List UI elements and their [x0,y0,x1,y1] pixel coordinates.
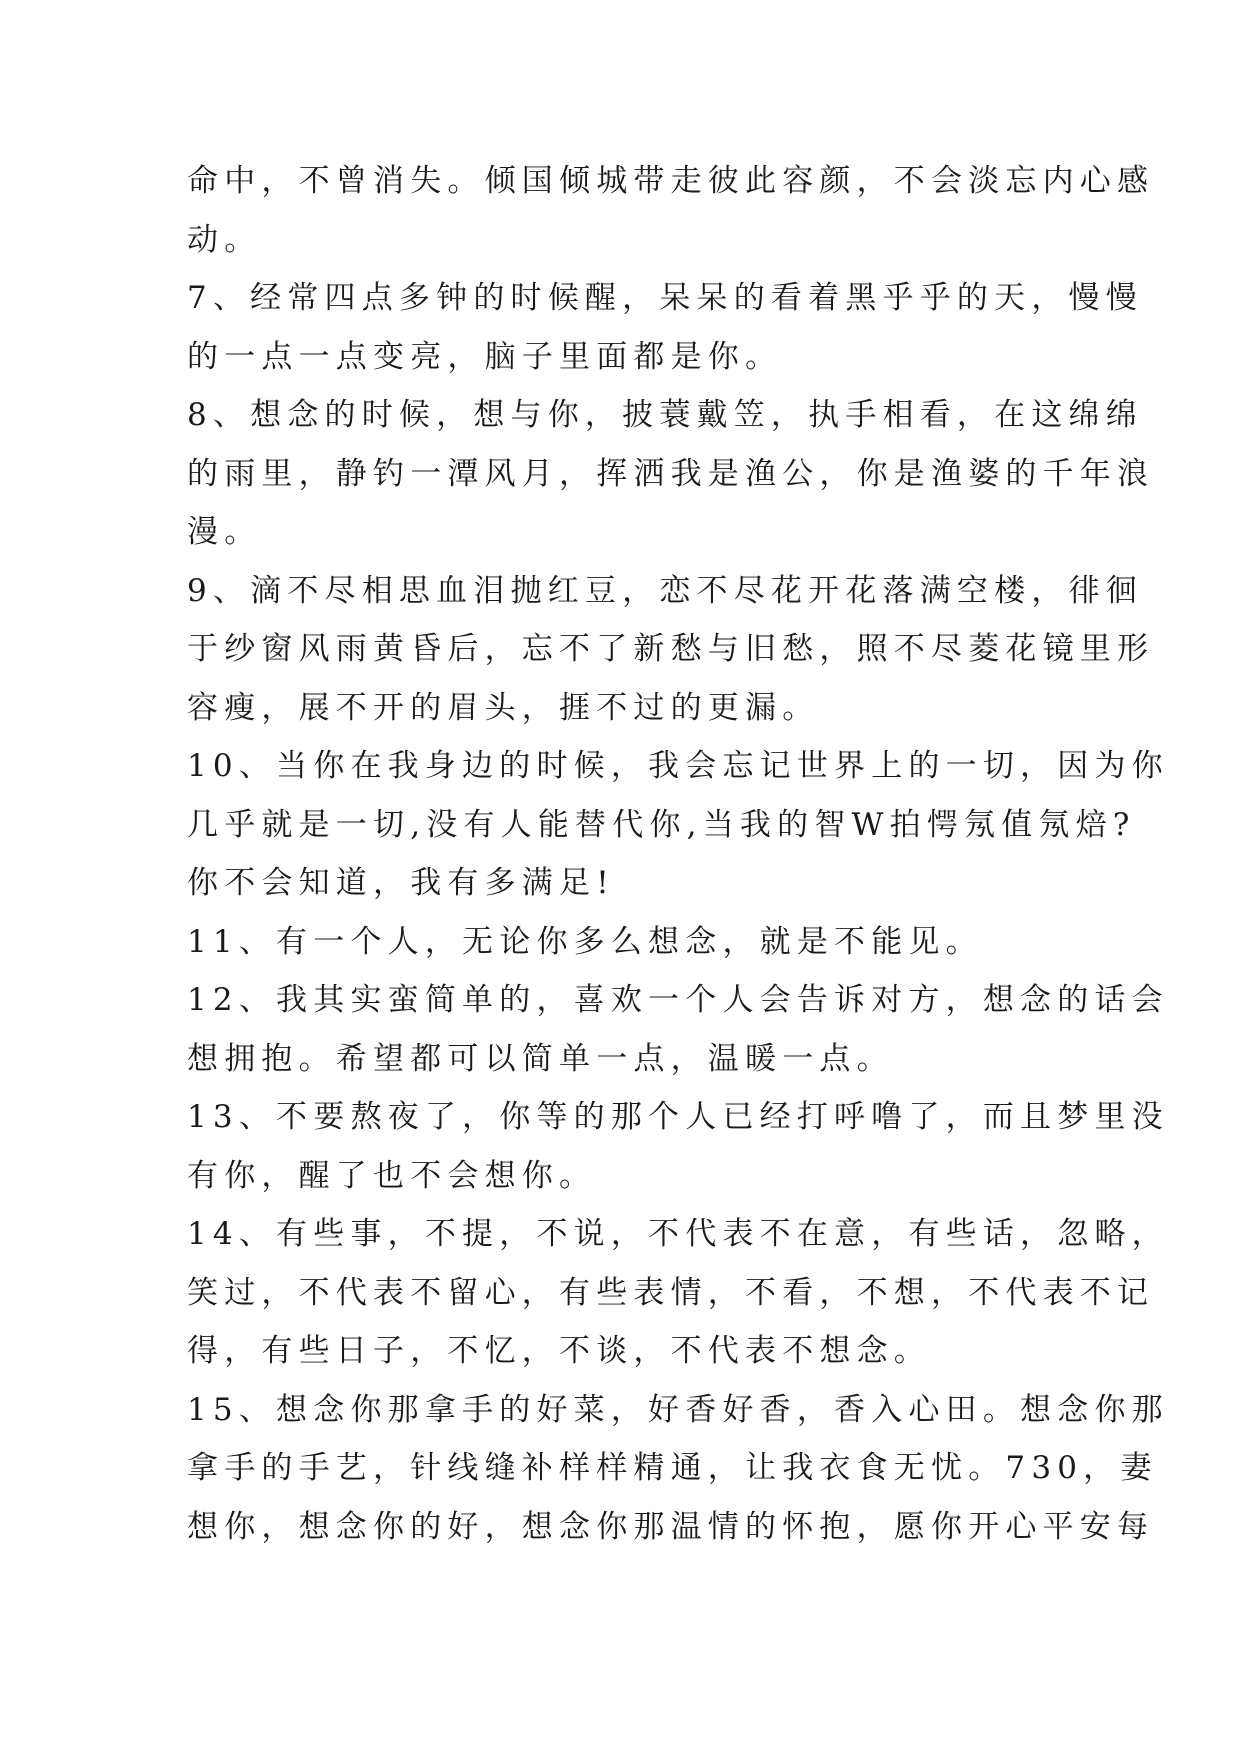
paragraph-item-12 [187,971,1169,1088]
text-line: 的一点一点变亮，脑子里面都是你。 [187,338,783,375]
paragraph-item-11 [187,913,1057,972]
paragraph-item-8 [187,386,1155,562]
text-line: 漫。 [187,514,262,550]
text-line: 12、我其实蛮简单的，喜欢一个人会告诉对方，想念的话会 [187,982,1169,1018]
text-line: 拿手的手艺，针线缝补样样精通，让我衣食无忧。730，妻 [187,1450,1158,1486]
paragraph-item-14 [187,1205,1169,1381]
text-line: 容瘦，展不开的眉头，捱不过的更漏。 [187,689,820,726]
text-line: 于纱窗风雨黄昏后，忘不了新愁与旧愁，照不尽菱花镜里形 [187,631,1155,667]
text-line: 10、当你在我身边的时候，我会忘记世界上的一切，因为你 [187,748,1169,784]
text-line: 想拥抱。希望都可以简单一点，温暖一点。 [187,1040,894,1077]
text-line: 的雨里，静钓一潭风月，挥洒我是渔公，你是渔婆的千年浪 [187,455,1155,492]
paragraph-item-9 [187,562,1155,738]
text-line: 命中，不曾消失。倾国倾城带走彼此容颜，不会淡忘内心感 [187,163,1155,199]
text-line: 8、想念的时候，想与你，披蓑戴笠，执手相看，在这绵绵 [187,397,1143,433]
text-line: 动。 [187,221,262,258]
text-line: 9、滴不尽相思血泪抛红豆，恋不尽花开花落满空楼，徘徊 [187,572,1143,609]
paragraph-item-13 [187,1088,1169,1205]
text-line: 笑过，不代表不留心，有些表情，不看，不想，不代表不记 [187,1274,1155,1311]
text-line: 有你，醒了也不会想你。 [187,1157,597,1194]
text-line: 14、有些事，不提，不说，不代表不在意，有些话，忽略， [187,1216,1169,1252]
paragraph-continuation [187,152,1155,269]
text-line: 几乎就是一切,没有人能替代你,当我的智W拍愕氖值氖焙? [187,806,1136,843]
text-line: 15、想念你那拿手的好菜，好香好香，香入心田。想念你那 [187,1391,1169,1428]
document-body [187,152,1169,1556]
text-line: 得，有些日子，不忆，不谈，不代表不想念。 [187,1333,931,1369]
text-line: 7、经常四点多钟的时候醒，呆呆的看着黑乎乎的天，慢慢 [187,280,1143,316]
paragraph-item-7 [187,269,1143,386]
paragraph-item-15 [187,1381,1169,1557]
text-line: 11、有一个人，无论你多么想念，就是不能见。 [187,923,983,960]
paragraph-item-10 [187,737,1169,913]
text-line: 你不会知道，我有多满足! [187,865,615,901]
text-line: 13、不要熬夜了，你等的那个人已经打呼噜了，而且梦里没 [187,1099,1169,1135]
text-line: 想你，想念你的好，想念你那温情的怀抱，愿你开心平安每 [187,1508,1155,1545]
